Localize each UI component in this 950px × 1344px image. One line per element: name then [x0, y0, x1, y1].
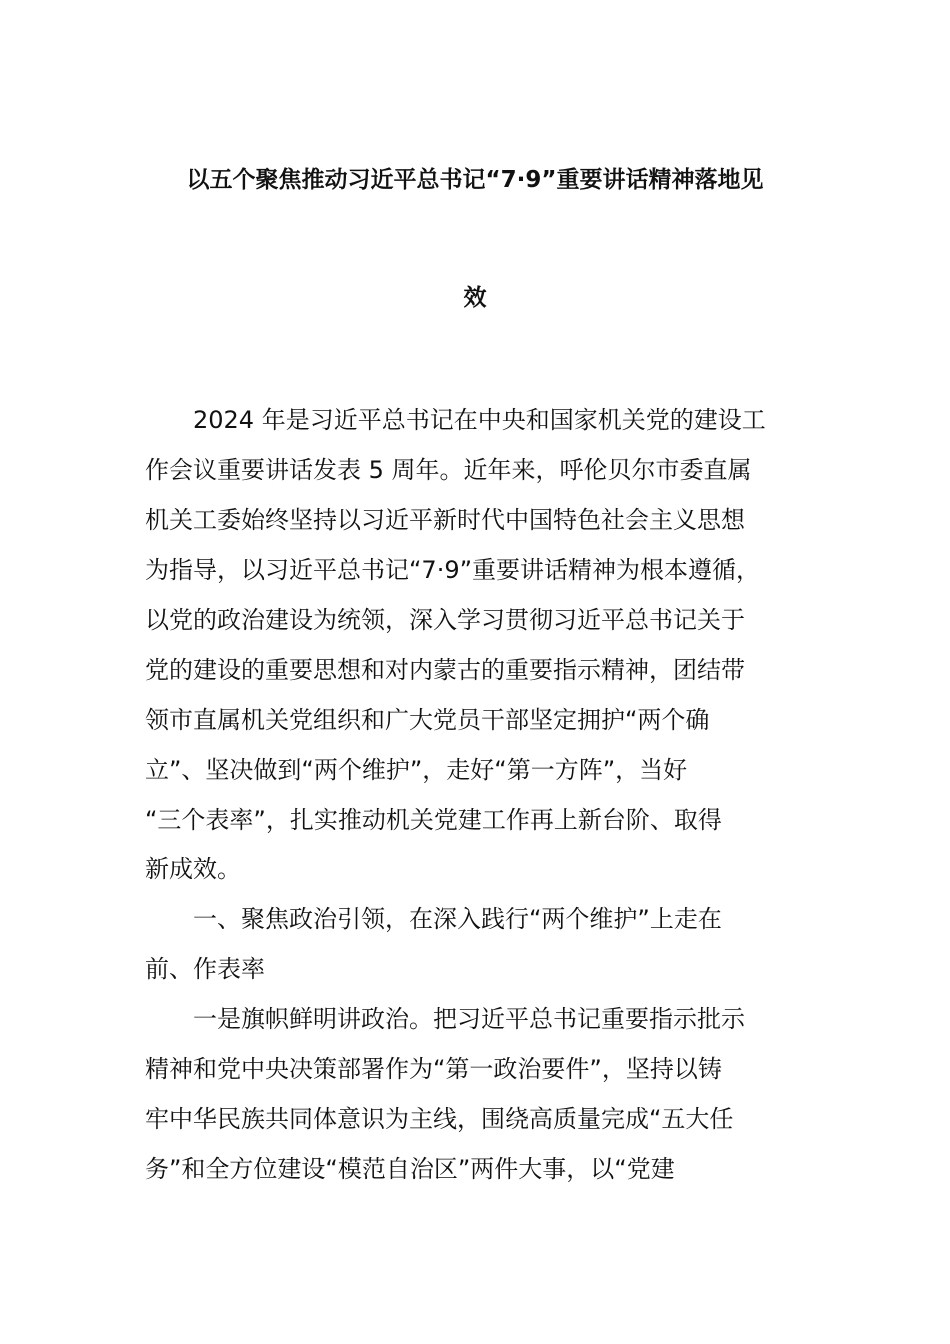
body-line: 一是旗帜鲜明讲政治。把习近平总书记重要指示批示: [193, 1005, 745, 1033]
body-line: 领市直属机关党组织和广大党员干部坚定拥护“两个确: [145, 706, 710, 734]
body-line: 作会议重要讲话发表 5 周年。近年来，呼伦贝尔市委直属: [145, 456, 752, 484]
body-line: 精神和党中央决策部署作为“第一政治要件”，坚持以铸: [145, 1055, 722, 1083]
body-line: 2024 年是习近平总书记在中央和国家机关党的建设工: [193, 406, 766, 434]
body-line: 党的建设的重要思想和对内蒙古的重要指示精神，团结带: [145, 656, 745, 684]
document-title-line-1: 以五个聚焦推动习近平总书记“7·9”重要讲话精神落地见: [186, 167, 764, 193]
body-line: 牢中华民族共同体意识为主线，围绕高质量完成“五大任: [145, 1105, 734, 1133]
body-line: “三个表率”，扎实推动机关党建工作再上新台阶、取得: [145, 806, 722, 834]
document-title-line-2: 效: [463, 285, 487, 311]
body-line: 为指导，以习近平总书记“7·9”重要讲话精神为根本遵循，: [145, 556, 761, 584]
body-line: 以党的政治建设为统领，深入学习贯彻习近平总书记关于: [145, 606, 745, 634]
body-line: 新成效。: [145, 855, 241, 883]
body-line: 立”、坚决做到“两个维护”，走好“第一方阵”，当好: [145, 756, 688, 784]
body-line: 机关工委始终坚持以习近平新时代中国特色社会主义思想: [145, 506, 745, 534]
section-heading-line: 一、聚焦政治引领，在深入践行“两个维护”上走在: [193, 905, 722, 933]
body-line: 务”和全方位建设“模范自治区”两件大事，以“党建: [145, 1155, 675, 1183]
section-heading-line: 前、作表率: [145, 955, 265, 983]
